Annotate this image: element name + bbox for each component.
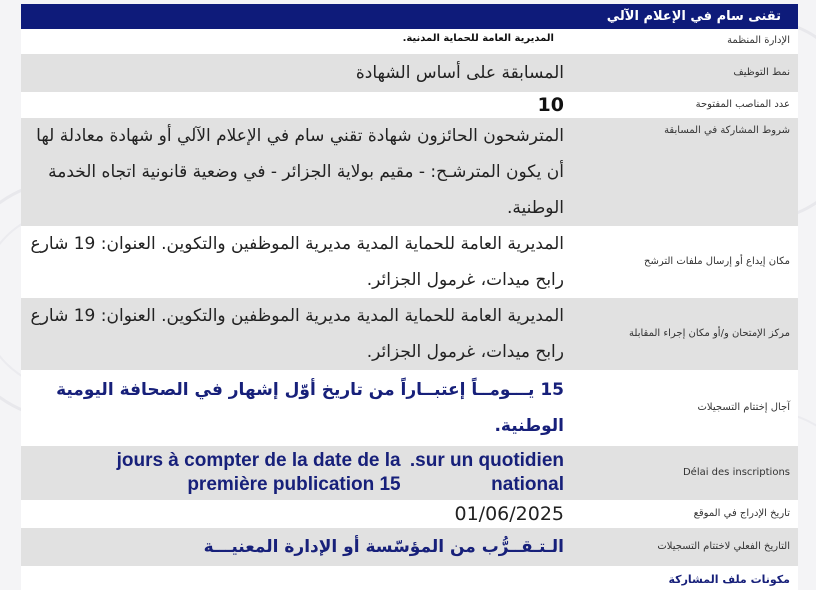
row-value: الـتـقــرُّب من المؤسّسة أو الإدارة المعنيـــة xyxy=(203,537,564,557)
row-value: المترشحون الحائزون شهادة تقني سام في الإعلام الآلي أو شهادة معادلة لها أن يكون المترشـح: - مقيم بولاية الجزائر - في وضعية قانونية اتجاه الخدمة الوطنية. xyxy=(36,126,564,218)
row-label: تاريخ الإدراج في الموقع xyxy=(693,508,790,519)
row-value: المسابقة على أساس الشهادة xyxy=(355,63,564,83)
row-label: شروط المشاركة في المسابقة xyxy=(664,125,790,136)
row-application-file-components xyxy=(21,567,798,590)
row-registration-deadline-ar xyxy=(21,371,798,446)
row-actual-closing-date xyxy=(21,528,798,567)
row-exam-center xyxy=(21,298,798,371)
row-value-line: jours à compter de la date de la première publication 15 xyxy=(116,450,401,495)
row-label: آجال إختتام التسجيلات xyxy=(697,402,790,413)
row-submission-place xyxy=(21,227,798,298)
row-label: التاريخ الفعلي لاختتام التسجيلات xyxy=(657,541,790,552)
row-label: الإدارة المنظمة xyxy=(727,35,790,46)
page-title: تقنى سام في الإعلام الآلي xyxy=(21,4,798,29)
row-value: 01/06/2025 xyxy=(454,503,564,525)
row-value: المديرية العامة للحماية المدية مديرية الموظفين والتكوين. العنوان: 19 شارع رابح ميدات، غرمول الجزائر. xyxy=(30,306,564,362)
row-organizing-administration xyxy=(21,29,798,54)
row-value xyxy=(21,446,564,500)
row-value xyxy=(21,567,564,589)
row-value: المديرية العامة للحماية المدنية. xyxy=(402,33,554,44)
row-posting-date xyxy=(21,501,798,528)
row-value: المديرية العامة للحماية المدية مديرية الموظفين والتكوين. العنوان: 19 شارع رابح ميدات، غرمول الجزائر. xyxy=(30,234,564,290)
row-open-positions xyxy=(21,93,798,118)
row-recruitment-type xyxy=(21,54,798,93)
row-participation-conditions xyxy=(21,118,798,227)
row-value-line: .sur un quotidien national xyxy=(409,450,564,495)
row-label: مركز الإمتحان و/أو مكان إجراء المقابلة xyxy=(629,328,790,339)
row-label: مكونات ملف المشاركة xyxy=(668,573,790,586)
row-label: نمط التوظيف xyxy=(733,67,790,78)
row-label: عدد المناصب المفتوحة xyxy=(695,99,790,110)
row-value: 15 يـــومــاً إعتبــاراً من تاريخ أوّل إشهار في الصحافة اليومية الوطنية. xyxy=(56,380,564,436)
job-details-table xyxy=(21,4,798,590)
row-label: مكان إيداع أو إرسال ملفات الترشح xyxy=(643,256,790,267)
row-value: 10 xyxy=(537,94,564,116)
row-registration-deadline-fr xyxy=(21,446,798,501)
row-label: Délai des inscriptions xyxy=(682,467,790,478)
